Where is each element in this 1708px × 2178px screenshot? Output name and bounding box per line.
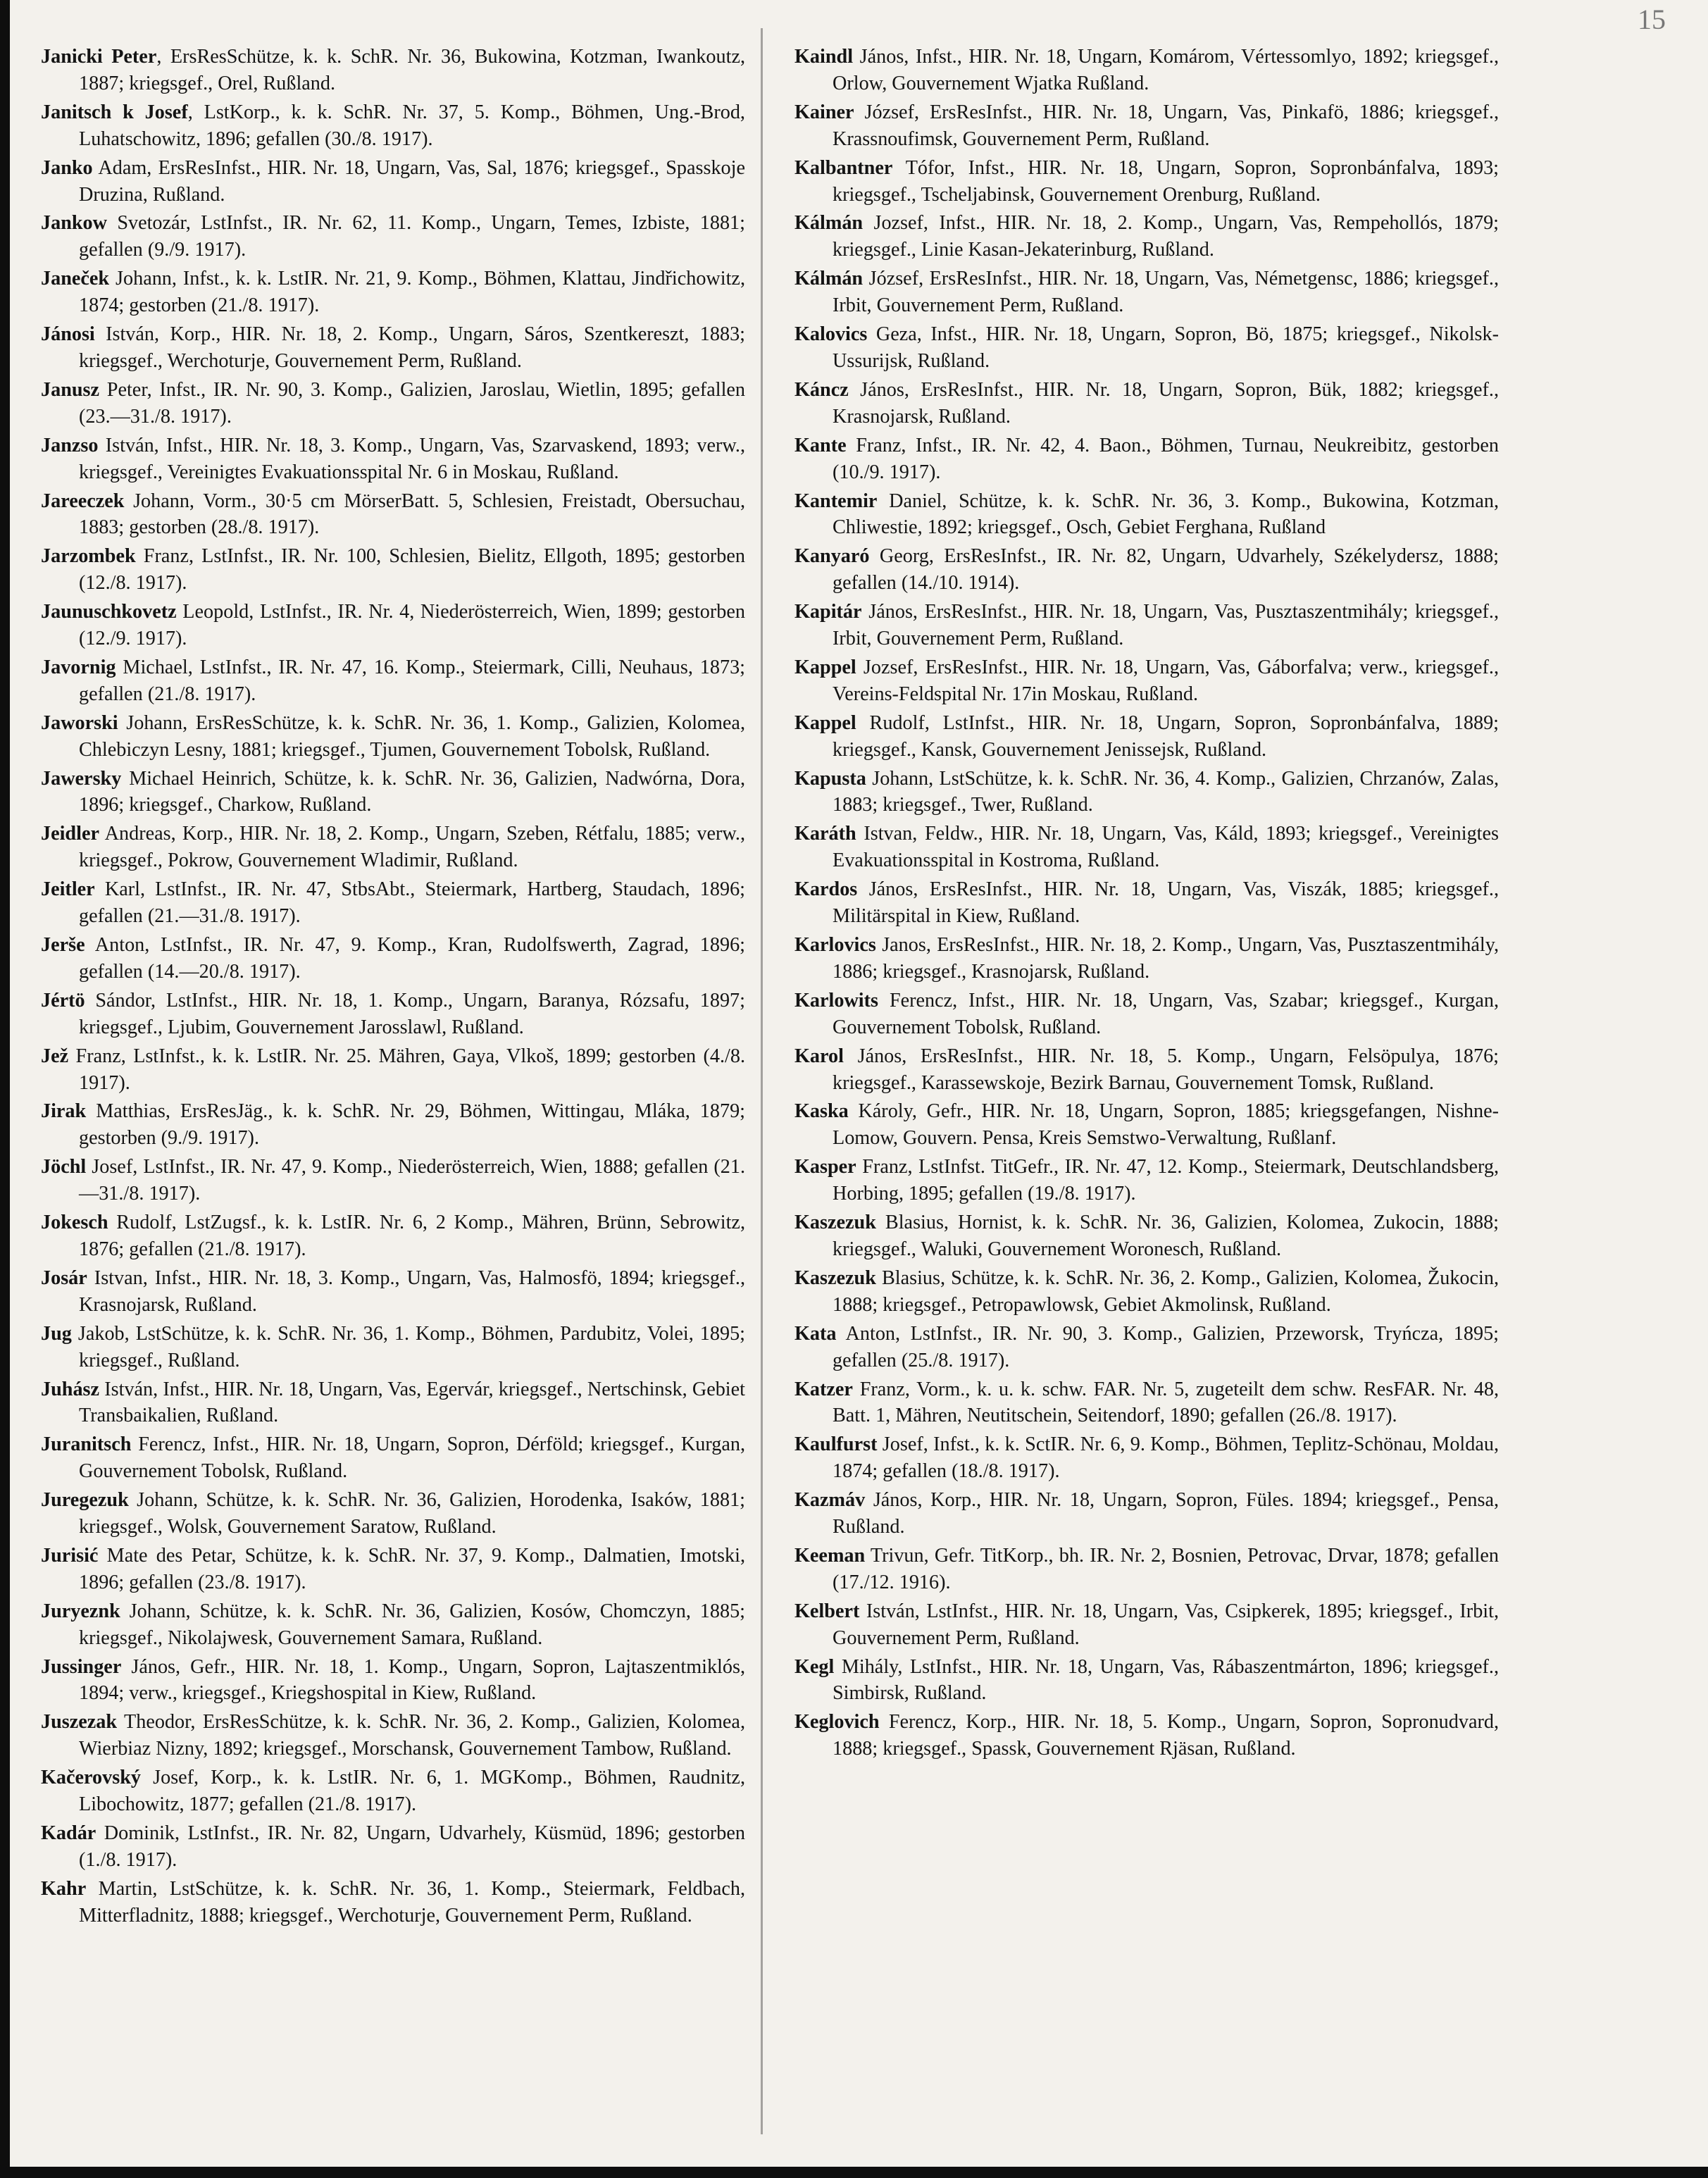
entry-name: Kata <box>794 1322 837 1345</box>
entry-name: Jeitler <box>41 878 95 901</box>
entry-name: Kappel <box>794 711 856 734</box>
entry-name: Jareeczek <box>41 490 125 512</box>
entry-details: Josef, Infst., k. k. SctIR. Nr. 6, 9. Komp., Böhmen, Teplitz-Schönau, Moldau, 1874; gefallen (18./8. 1917). <box>833 1433 1499 1483</box>
entry-name: Jug <box>41 1322 72 1345</box>
entry-details: Johann, ErsResSchütze, k. k. SchR. Nr. 36, 1. Komp., Galizien, Kolomea, Chlebiczyn Lesny, 1881; kriegsgef., Tjumen, Gouvernement Tobolsk, Rußland. <box>79 711 745 761</box>
list-entry <box>41 99 745 153</box>
entry-details: István, Korp., HIR. Nr. 18, 2. Komp., Ungarn, Sáros, Szentkereszt, 1883; kriegsgef., Werchoturje, Gouvernement Perm, Rußland. <box>79 323 745 372</box>
entry-name: Jaworski <box>41 711 118 734</box>
list-entry <box>41 1154 745 1207</box>
entry-details: Istvan, Infst., HIR. Nr. 18, 3. Komp., Ungarn, Vas, Halmosfö, 1894; kriegsgef., Krasnojarsk, Rußland. <box>79 1267 745 1316</box>
entry-name: Jankow <box>41 212 107 235</box>
entry-details: Andreas, Korp., HIR. Nr. 18, 2. Komp., Ungarn, Szeben, Rétfalu, 1885; verw., kriegsgef., Pokrow, Gouvernement Wladimir, Rußland. <box>79 823 745 872</box>
list-entry <box>794 488 1499 542</box>
entry-name: Kardos <box>794 878 858 901</box>
list-entry <box>41 1043 745 1097</box>
entry-details: Karl, LstInfst., IR. Nr. 47, StbsAbt., Steiermark, Hartberg, Staudach, 1896; gefallen (21.—31./8. 1917). <box>79 878 745 928</box>
entry-details: Matthias, ErsResJäg., k. k. SchR. Nr. 29, Böhmen, Wittingau, Mláka, 1879; gestorben (9./9. 1917). <box>79 1100 745 1150</box>
entry-details: Svetozár, LstInfst., IR. Nr. 62, 11. Komp., Ungarn, Temes, Izbiste, 1881; gefallen (9./9. 1917). <box>79 212 745 261</box>
entry-details: Franz, LstInfst., k. k. LstIR. Nr. 25. Mähren, Gaya, Vlkoš, 1899; gestorben (4./8. 1917). <box>68 1045 745 1094</box>
entry-name: Karlovics <box>794 934 876 956</box>
list-entry <box>41 210 745 263</box>
entry-name: Janzso <box>41 434 99 456</box>
entry-name: Jaunuschkovetz <box>41 601 177 623</box>
entry-name: Kalbantner <box>794 156 893 179</box>
right-column <box>794 44 1499 2122</box>
entry-name: Kadár <box>41 1822 96 1844</box>
entry-name: Keglovich <box>794 1711 880 1734</box>
entry-details: István, Infst., HIR. Nr. 18, Ungarn, Vas, Egervár, kriegsgef., Nertschinsk, Gebiet Transbaikalien, Rußland. <box>79 1378 745 1427</box>
entry-details: János, Korp., HIR. Nr. 18, Ungarn, Sopron, Füles. 1894; kriegsgef., Pensa, Rußland. <box>833 1489 1499 1538</box>
list-entry <box>41 266 745 319</box>
list-entry <box>794 766 1499 819</box>
entry-name: Jarzombek <box>41 545 136 568</box>
entry-details: Adam, ErsResInfst., HIR. Nr. 18, Ungarn, Vas, Sal, 1876; kriegsgef., Spasskoje Druzina, Rußland. <box>79 156 745 206</box>
list-entry <box>41 1820 745 1874</box>
entry-name: Janitsch k Josef <box>41 101 188 123</box>
list-entry <box>41 1876 745 1929</box>
entry-details: Jakob, LstSchütze, k. k. SchR. Nr. 36, 1. Komp., Böhmen, Pardubitz, Volei, 1895; kriegsgef., Rußland. <box>71 1322 745 1371</box>
entry-details: Tófor, Infst., HIR. Nr. 18, Ungarn, Sopron, Sopronbánfalva, 1893; kriegsgef., Tscheljabinsk, Gouvernement Orenburg, Rußland. <box>833 156 1499 206</box>
list-entry <box>794 1265 1499 1319</box>
entry-details: Josef, LstInfst., IR. Nr. 47, 9. Komp., Niederösterreich, Wien, 1888; gefallen (21.—31./8. 1917). <box>79 1156 745 1205</box>
entry-details: Dominik, LstInfst., IR. Nr. 82, Ungarn, Udvarhely, Küsmüd, 1896; gestorben (1./8. 1917). <box>79 1822 745 1871</box>
entry-details: Blasius, Hornist, k. k. SchR. Nr. 36, Galizien, Kolomea, Zukocin, 1888; kriegsgef., Waluki, Gouvernement Woronesch, Rußland. <box>833 1212 1499 1260</box>
list-entry <box>794 1043 1499 1097</box>
list-entry <box>794 1431 1499 1485</box>
entry-name: Kapusta <box>794 767 866 790</box>
entry-details: Ferencz, Infst., HIR. Nr. 18, Ungarn, Vas, Szabar; kriegsgef., Kurgan, Gouvernement Tobolsk, Rußland. <box>833 989 1499 1038</box>
list-entry <box>41 1209 745 1263</box>
entry-details: Leopold, LstInfst., IR. Nr. 4, Niederösterreich, Wien, 1899; gestorben (12./9. 1917). <box>79 601 745 650</box>
list-entry <box>794 932 1499 985</box>
entry-name: Janicki Peter <box>41 46 157 68</box>
entry-details: Anton, LstInfst., IR. Nr. 90, 3. Komp., Galizien, Przeworsk, Tryńcza, 1895; gefallen (25./8. 1917). <box>833 1322 1499 1371</box>
entry-details: János, Gefr., HIR. Nr. 18, 1. Komp., Ungarn, Sopron, Lajtaszentmiklós, 1894; verw., kriegsgef., Kriegshospital in Kiew, Rußland. <box>79 1655 745 1705</box>
columns <box>41 44 1499 2122</box>
entry-details: Anton, LstInfst., IR. Nr. 47, 9. Komp., Kran, Rudolfswerth, Zagrad, 1896; gefallen (14.—20./8. 1917). <box>79 934 745 983</box>
list-entry <box>794 1098 1499 1152</box>
list-entry <box>41 44 745 97</box>
entry-details: Ferencz, Korp., HIR. Nr. 18, 5. Komp., Ungarn, Sopron, Sopronudvard, 1888; kriegsgef., Spassk, Gouvernement Rjäsan, Rußland. <box>833 1711 1499 1760</box>
entry-name: Kanyaró <box>794 545 870 568</box>
entry-details: József, ErsResInfst., HIR. Nr. 18, Ungarn, Vas, Pinkafö, 1886; kriegsgef., Krassnoufimsk, Gouvernement Perm, Rußland. <box>833 101 1499 150</box>
entry-details: János, ErsResInfst., HIR. Nr. 18, Ungarn, Vas, Pusztaszentmihály; kriegsgef., Irbit, Gouvernement Perm, Rußland. <box>833 601 1499 650</box>
entry-name: Jeidler <box>41 823 99 845</box>
entry-name: Jerše <box>41 934 85 956</box>
entry-name: Kante <box>794 434 847 456</box>
entry-details: Martin, LstSchütze, k. k. SchR. Nr. 36, 1. Komp., Steiermark, Feldbach, Mitterfladnitz, 1888; kriegsgef., Werchoturje, Gouvernement Perm, Rußland. <box>79 1877 745 1927</box>
entry-name: Jokesch <box>41 1212 108 1234</box>
entry-name: Juregezuk <box>41 1489 129 1512</box>
entry-name: Javornig <box>41 656 116 678</box>
entry-details: Johann, Schütze, k. k. SchR. Nr. 36, Galizien, Horodenka, Isaków, 1881; kriegsgef., Wolsk, Gouvernement Saratow, Rußland. <box>79 1489 745 1538</box>
list-entry <box>794 1321 1499 1374</box>
entry-details: Mate des Petar, Schütze, k. k. SchR. Nr. 37, 9. Komp., Dalmatien, Imotski, 1896; gefallen (23./8. 1917). <box>79 1544 745 1593</box>
list-entry <box>41 988 745 1041</box>
entry-name: Kelbert <box>794 1600 860 1622</box>
entry-name: Kaszezuk <box>794 1267 876 1289</box>
entry-name: Kačerovský <box>41 1767 141 1789</box>
entry-name: Kaszezuk <box>794 1212 876 1234</box>
entry-details: Johann, Infst., k. k. LstIR. Nr. 21, 9. Komp., Böhmen, Klattau, Jindřichowitz, 1874; gestorben (21./8. 1917). <box>79 268 745 317</box>
list-entry <box>794 1654 1499 1707</box>
list-entry <box>794 210 1499 263</box>
entry-details: Geza, Infst., HIR. Nr. 18, Ungarn, Sopron, Bö, 1875; kriegsgef., Nikolsk-Ussurijsk, Rußland. <box>833 323 1499 372</box>
list-entry <box>794 876 1499 930</box>
list-entry <box>41 433 745 486</box>
list-entry <box>41 1598 745 1652</box>
scan-edge-left <box>0 0 10 2178</box>
entry-details: József, ErsResInfst., HIR. Nr. 18, Ungarn, Vas, Németgensc, 1886; kriegsgef., Irbit, Gouvernement Perm, Rußland. <box>833 268 1499 317</box>
entry-name: Jértö <box>41 989 85 1012</box>
entry-name: Kazmáv <box>794 1489 866 1512</box>
entry-name: Juryeznk <box>41 1600 120 1622</box>
list-entry <box>794 654 1499 708</box>
entry-name: Janeček <box>41 268 110 290</box>
entry-name: Juranitsch <box>41 1433 132 1456</box>
list-entry <box>794 1154 1499 1207</box>
entry-details: Istvan, Feldw., HIR. Nr. 18, Ungarn, Vas, Káld, 1893; kriegsgef., Vereinigtes Evakuationsspital in Kostroma, Rußland. <box>833 823 1499 872</box>
list-entry <box>41 155 745 209</box>
entry-details: Ferencz, Infst., HIR. Nr. 18, Ungarn, Sopron, Dérföld; kriegsgef., Kurgan, Gouvernement Tobolsk, Rußland. <box>79 1433 745 1483</box>
entry-name: Kegl <box>794 1655 835 1678</box>
entry-name: Kahr <box>41 1877 87 1900</box>
entry-name: Kaulfurst <box>794 1433 878 1456</box>
list-entry <box>794 433 1499 486</box>
list-entry <box>41 599 745 652</box>
list-entry <box>794 1543 1499 1596</box>
list-entry <box>794 99 1499 153</box>
entry-name: Juszezak <box>41 1711 118 1734</box>
entry-name: Kasper <box>794 1156 856 1178</box>
entry-details: Franz, LstInfst. TitGefr., IR. Nr. 47, 12. Komp., Steiermark, Deutschlandsberg, Horbing, 1895; gefallen (19./8. 1917). <box>833 1156 1499 1205</box>
page-number: 15 <box>1638 4 1666 35</box>
list-entry <box>41 1654 745 1707</box>
list-entry <box>794 1209 1499 1263</box>
list-entry <box>794 988 1499 1041</box>
entry-name: Karáth <box>794 823 856 845</box>
entry-details: István, Infst., HIR. Nr. 18, 3. Komp., Ungarn, Vas, Szarvaskend, 1893; verw., kriegsgef., Vereinigtes Evakuationsspital Nr. 6 in Moskau, Rußland. <box>79 434 745 483</box>
entry-details: Franz, Vorm., k. u. k. schw. FAR. Nr. 5, zugeteilt dem schw. ResFAR. Nr. 48, Batt. 1, Mähren, Neutitschein, Seitendorf, 1890; gefallen (26./8. 1917). <box>833 1378 1499 1427</box>
entry-details: , ErsResSchütze, k. k. SchR. Nr. 36, Bukowina, Kotzman, Iwankoutz, 1887; kriegsgef., Orel, Rußland. <box>79 46 745 94</box>
entry-details: Rudolf, LstInfst., HIR. Nr. 18, Ungarn, Sopron, Sopronbánfalva, 1889; kriegsgef., Kansk, Gouvernement Jenissejsk, Rußland. <box>833 711 1499 761</box>
entry-details: János, ErsResInfst., HIR. Nr. 18, Ungarn, Sopron, Bük, 1882; kriegsgef., Krasnojarsk, Rußland. <box>833 378 1499 428</box>
entry-name: Jež <box>41 1045 69 1067</box>
entry-details: Michael Heinrich, Schütze, k. k. SchR. Nr. 36, Galizien, Nadwórna, Dora, 1896; kriegsgef., Charkow, Rußland. <box>79 767 745 816</box>
list-entry <box>41 1487 745 1541</box>
entry-name: Kalovics <box>794 323 868 346</box>
entry-details: Daniel, Schütze, k. k. SchR. Nr. 36, 3. Komp., Bukowina, Kotzman, Chliwestie, 1892; kriegsgef., Osch, Gebiet Ferghana, Rußland <box>833 490 1499 539</box>
list-entry <box>41 932 745 985</box>
entry-name: Josár <box>41 1267 87 1289</box>
list-entry <box>41 1709 745 1762</box>
list-entry <box>41 1765 745 1818</box>
entry-details: Johann, LstSchütze, k. k. SchR. Nr. 36, 4. Komp., Galizien, Chrzanów, Zalas, 1883; kriegsgef., Twer, Rußland. <box>833 767 1499 816</box>
entry-details: Josef, Korp., k. k. LstIR. Nr. 6, 1. MGKomp., Böhmen, Raudnitz, Libochowitz, 1877; gefallen (21./8. 1917). <box>79 1767 745 1816</box>
entry-name: Janko <box>41 156 93 179</box>
list-entry <box>794 1376 1499 1430</box>
entry-details: Peter, Infst., IR. Nr. 90, 3. Komp., Galizien, Jaroslau, Wietlin, 1895; gefallen (23.—31./8. 1917). <box>79 378 745 428</box>
list-entry <box>41 321 745 375</box>
entry-details: Johann, Schütze, k. k. SchR. Nr. 36, Galizien, Kosów, Chomczyn, 1885; kriegsgef., Nikolajwesk, Gouvernement Samara, Rußland. <box>79 1600 745 1649</box>
list-entry <box>794 155 1499 209</box>
list-entry <box>41 876 745 930</box>
entry-name: Kapitár <box>794 601 862 623</box>
entry-name: Jussinger <box>41 1655 122 1678</box>
entry-name: Juhász <box>41 1378 100 1400</box>
list-entry <box>41 1543 745 1596</box>
list-entry <box>41 1376 745 1430</box>
list-entry <box>41 377 745 430</box>
list-entry <box>794 710 1499 764</box>
entry-name: Karlowits <box>794 989 878 1012</box>
list-entry <box>41 543 745 597</box>
entry-name: Kantemir <box>794 490 878 512</box>
list-entry <box>41 710 745 764</box>
scan-edge-bottom <box>0 2167 1708 2178</box>
list-entry <box>794 599 1499 652</box>
entry-name: Kaska <box>794 1100 849 1123</box>
entry-name: Jánosi <box>41 323 95 346</box>
entry-name: Karol <box>794 1045 844 1067</box>
entry-details: János, ErsResInfst., HIR. Nr. 18, Ungarn, Vas, Viszák, 1885; kriegsgef., Militärspital in Kiew, Rußland. <box>833 878 1499 928</box>
entry-details: Jozsef, ErsResInfst., HIR. Nr. 18, Ungarn, Vas, Gáborfalva; verw., kriegsgef., Vereins-Feldspital Nr. 17in Moskau, Rußland. <box>833 656 1499 705</box>
entry-name: Jawersky <box>41 767 122 790</box>
entry-details: Rudolf, LstZugsf., k. k. LstIR. Nr. 6, 2 Komp., Mähren, Brünn, Sebrowitz, 1876; gefallen (21./8. 1917). <box>79 1212 745 1260</box>
list-entry <box>41 1265 745 1319</box>
list-entry <box>794 377 1499 430</box>
entry-name: Jöchl <box>41 1156 87 1178</box>
list-entry <box>41 1321 745 1374</box>
list-entry <box>41 766 745 819</box>
entry-details: , LstKorp., k. k. SchR. Nr. 37, 5. Komp., Böhmen, Ung.-Brod, Luhatschowitz, 1896; gefallen (30./8. 1917). <box>79 101 745 150</box>
entry-details: János, ErsResInfst., HIR. Nr. 18, 5. Komp., Ungarn, Felsöpulya, 1876; kriegsgef., Karassewskoje, Bezirk Barnau, Gouvernement Tomsk, Rußland. <box>833 1045 1499 1094</box>
entry-name: Keeman <box>794 1544 866 1567</box>
entry-name: Kainer <box>794 101 854 123</box>
entry-details: Blasius, Schütze, k. k. SchR. Nr. 36, 2. Komp., Galizien, Kolomea, Žukocin, 1888; kriegsgef., Petropawlowsk, Gebiet Akmolinsk, Rußland. <box>833 1267 1499 1316</box>
entry-details: Theodor, ErsResSchütze, k. k. SchR. Nr. 36, 2. Komp., Galizien, Kolomea, Wierbiaz Nizny, 1892; kriegsgef., Morschansk, Gouvernement Tambow, Rußland. <box>79 1711 745 1760</box>
list-entry <box>794 821 1499 874</box>
list-entry <box>41 654 745 708</box>
entry-details: Jozsef, Infst., HIR. Nr. 18, 2. Komp., Ungarn, Vas, Rempehollós, 1879; kriegsgef., Linie Kasan-Jekaterinburg, Rußland. <box>833 212 1499 261</box>
entry-name: Káncz <box>794 378 849 401</box>
entry-details: István, LstInfst., HIR. Nr. 18, Ungarn, Vas, Csipkerek, 1895; kriegsgef., Irbit, Gouvernement Perm, Rußland. <box>833 1600 1499 1649</box>
left-column <box>41 44 745 2122</box>
list-entry <box>794 44 1499 97</box>
entry-details: Sándor, LstInfst., HIR. Nr. 18, 1. Komp., Ungarn, Baranya, Rózsafu, 1897; kriegsgef., Ljubim, Gouvernement Jarosslawl, Rußland. <box>79 989 745 1038</box>
entry-details: Johann, Vorm., 30·5 cm MörserBatt. 5, Schlesien, Freistadt, Obersuchau, 1883; gestorben (28./8. 1917). <box>79 490 745 539</box>
entry-name: Jurisić <box>41 1544 99 1567</box>
entry-details: János, Infst., HIR. Nr. 18, Ungarn, Komárom, Vértessomlyo, 1892; kriegsgef., Orlow, Gouvernement Wjatka Rußland. <box>833 46 1499 94</box>
entry-name: Janusz <box>41 378 100 401</box>
list-entry <box>41 1431 745 1485</box>
entry-name: Katzer <box>794 1378 853 1400</box>
entry-details: Janos, ErsResInfst., HIR. Nr. 18, 2. Komp., Ungarn, Vas, Pusztaszentmihály, 1886; kriegsgef., Krasnojarsk, Rußland. <box>833 934 1499 983</box>
list-entry <box>794 1709 1499 1762</box>
list-entry <box>41 821 745 874</box>
list-entry <box>794 1598 1499 1652</box>
entry-details: Franz, Infst., IR. Nr. 42, 4. Baon., Böhmen, Turnau, Neukreibitz, gestorben (10./9. 1917). <box>833 434 1499 483</box>
list-entry <box>794 321 1499 375</box>
list-entry <box>794 543 1499 597</box>
entry-details: Trivun, Gefr. TitKorp., bh. IR. Nr. 2, Bosnien, Petrovac, Drvar, 1878; gefallen (17./12. 1916). <box>833 1544 1499 1593</box>
entry-details: Michael, LstInfst., IR. Nr. 47, 16. Komp., Steiermark, Cilli, Neuhaus, 1873; gefallen (21./8. 1917). <box>79 656 745 705</box>
entry-name: Jirak <box>41 1100 87 1123</box>
list-entry <box>41 488 745 542</box>
entry-name: Kaindl <box>794 46 854 68</box>
entry-name: Kappel <box>794 656 856 678</box>
entry-details: Franz, LstInfst., IR. Nr. 100, Schlesien, Bielitz, Ellgoth, 1895; gestorben (12./8. 1917). <box>79 545 745 595</box>
entry-details: Georg, ErsResInfst., IR. Nr. 82, Ungarn, Udvarhely, Székelydersz, 1888; gefallen (14./10. 1914). <box>833 545 1499 595</box>
entry-details: Károly, Gefr., HIR. Nr. 18, Ungarn, Sopron, 1885; kriegsgefangen, Nishne-Lomow, Gouvern. Pensa, Kreis Semstwo-Verwaltung, Rußlanf. <box>833 1100 1499 1150</box>
entry-details: Mihály, LstInfst., HIR. Nr. 18, Ungarn, Vas, Rábaszentmárton, 1896; kriegsgef., Simbirsk, Rußland. <box>833 1655 1499 1705</box>
list-entry <box>794 266 1499 319</box>
entry-name: Kálmán <box>794 212 864 235</box>
list-entry <box>794 1487 1499 1541</box>
entry-name: Kálmán <box>794 268 864 290</box>
list-entry <box>41 1098 745 1152</box>
